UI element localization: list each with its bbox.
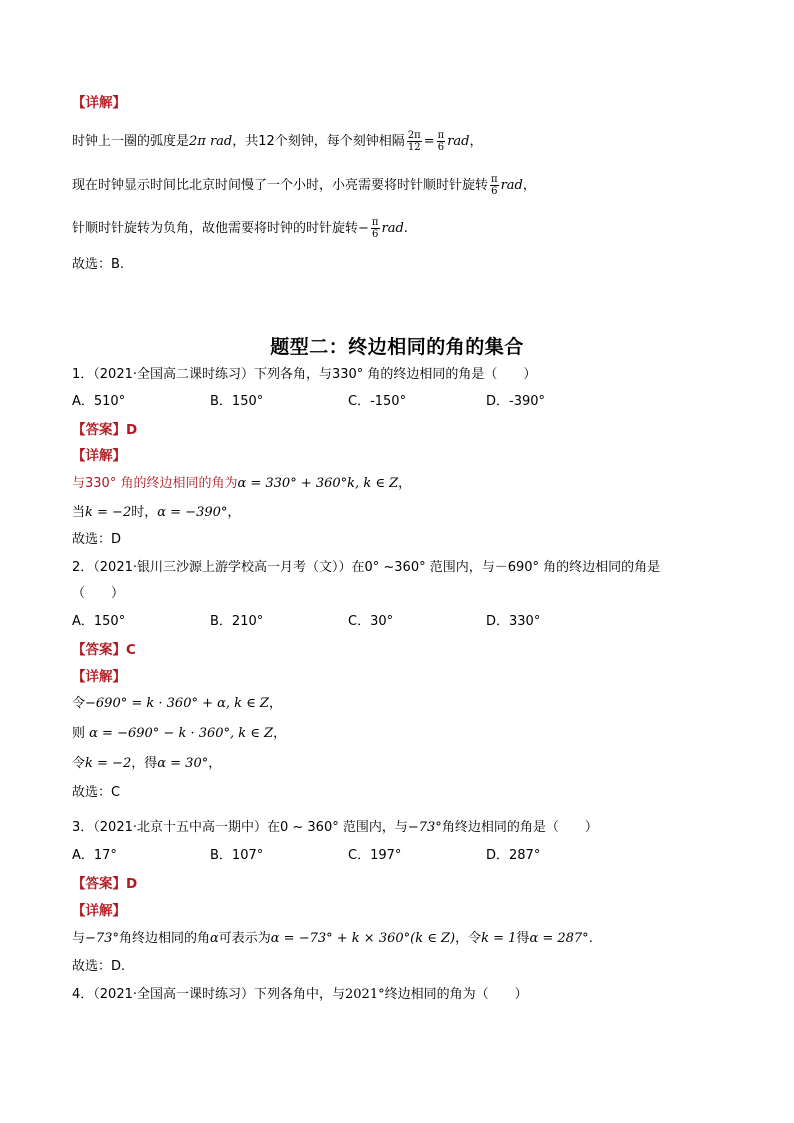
math-expr: α = −390° [157,505,228,520]
equals: = [423,134,435,149]
numerator: π [491,174,498,185]
text: 针顺时针旋转为负角，故他需要将时钟的时针旋转 [72,221,359,236]
q3-option-a: A．17° [72,848,117,863]
math-expr: k = −2 [85,756,132,771]
text: ， [398,476,412,491]
q2-option-a: A．150° [72,614,126,629]
text: ，令 [455,931,482,946]
math-expr: 2π rad [189,134,233,149]
text: 3．（2021·北京十五中高一期中）在0 ~ 360° 范围内，与 [72,820,408,835]
unit: rad [447,134,470,149]
text: ， [273,726,287,741]
numerator: π [437,130,445,141]
text: . [403,221,408,236]
text: 令 [72,696,86,711]
text: ， [227,505,241,520]
q3-choice: 故选：D. [72,959,126,974]
text: . [588,931,593,946]
solution-line-3 [72,217,408,240]
q3-detail-tag: 【详解】 [72,903,126,919]
math-expr: 2021° [345,987,385,1002]
q3-option-d: D．287° [486,848,541,863]
math-expr: α = 287° [529,931,589,946]
text: 时钟上一圈的弧度是 [72,134,190,149]
math-expr: α = −73° + k × 360°(k ∈ Z) [270,931,456,946]
section-title: 题型二：终边相同的角的集合 [270,336,524,358]
denominator: 12 [407,142,421,153]
text: ， [522,178,536,193]
q1-answer: 【答案】D [72,422,138,438]
math-expr: α = −690° − k · 360°, k ∈ Z [89,726,274,741]
choice-line: 故选：B. [72,257,125,272]
text: 终边相同的角为（ ） [384,987,528,1002]
numerator: 2π [407,130,421,141]
denominator: 6 [372,229,379,240]
denominator: 6 [491,186,498,197]
text: ，共12个刻钟，每个刻钟相隔 [232,134,405,149]
q2-option-d: D．330° [486,614,541,629]
text: 令 [72,756,86,771]
unit: rad [500,178,523,193]
q2-detail-tag: 【详解】 [72,669,126,685]
text: ， [469,134,483,149]
text: 可表示为 [218,931,271,946]
fraction [437,130,446,153]
math-expr: −690° = k · 360° + α, k ∈ Z [85,696,269,711]
solution-line-2 [72,174,536,197]
text: 与 [72,931,86,946]
q1-option-c: C．-150° [348,394,407,409]
fraction [371,217,380,240]
text: 时， [131,505,158,520]
q2-solution-line-1 [72,694,282,714]
question-4-stem [72,985,528,1005]
q3-solution-line-1 [72,929,593,949]
minus-sign: − [358,221,369,236]
q2-choice: 故选：C [72,785,121,800]
text: ，得 [131,756,158,771]
text: ， [208,756,222,771]
q2-option-c: C．30° [348,614,394,629]
math-expr: α = 330° + 360°k, k ∈ Z [237,476,399,491]
text: 现在时钟显示时间比北京时间慢了一个小时，小亮需要将时针顺时针旋转 [72,178,489,193]
q3-option-b: B．107° [210,848,264,863]
fraction [407,130,422,153]
q1-solution-line-2 [72,503,240,523]
text: 当 [72,505,86,520]
text: ， [268,696,282,711]
q1-detail-tag: 【详解】 [72,448,126,464]
question-3-stem [72,818,598,838]
text: 得 [516,931,530,946]
math-expr: α = 30° [157,756,209,771]
text: 角终边相同的角 [118,931,210,946]
q2-solution-line-3 [72,754,221,774]
fraction [490,174,499,197]
question-1-stem: 1．（2021·全国高二课时练习）下列各角，与330° 角的终边相同的角是（ ） [72,367,537,382]
q2-solution-line-2 [72,724,286,744]
unit: rad [381,221,404,236]
text: 与330° 角的终边相同的角为 [72,476,238,491]
question-2-stem: 2．（2021·银川三沙源上游学校高一月考（文））在0° ~360° 范围内，与－690° 角的终边相同的角是 [72,560,661,575]
solution-line-1 [72,130,483,153]
math-expr: −73° [407,820,442,835]
q3-answer: 【答案】D [72,876,138,892]
numerator: π [371,217,379,228]
q2-option-b: B．210° [210,614,264,629]
q1-solution-line-1 [72,474,411,494]
math-expr: α [209,931,219,946]
question-2-stem-cont: （ ） [72,586,125,601]
q3-option-c: C．197° [348,848,402,863]
text: 4．（2021·全国高一课时练习）下列各角中，与 [72,987,345,1002]
q1-option-d: D．-390° [486,394,546,409]
denominator: 6 [437,142,445,153]
math-expr: −73° [85,931,119,946]
q2-answer: 【答案】C [72,642,136,658]
detail-tag: 【详解】 [72,95,126,111]
math-expr: k = 1 [481,931,517,946]
text: 角终边相同的角是（ ） [441,820,598,835]
math-expr: k = −2 [85,505,132,520]
q1-choice: 故选：D [72,532,122,547]
text: 则 [72,726,90,741]
q1-option-a: A．510° [72,394,126,409]
q1-option-b: B．150° [210,394,264,409]
